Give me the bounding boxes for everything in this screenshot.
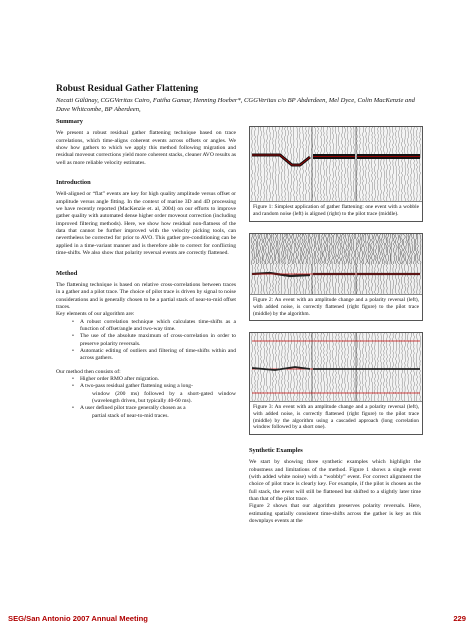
figure-2-caption: Figure 2: An event with an amplitude change and a polarity reversal (left), with added noise, is correctly flattened (right figure) to the pilot trace (middle) by the algorithm.	[250, 294, 422, 320]
figure-3-seismic-panel	[250, 333, 422, 401]
summary-text: We present a robust residual gather flattening technique based on trace correlations, which time-aligns coherent events across offsets or angles. We show how gathers to which we apply this method following migration and residual moveout corrections yield more coherent stacks, cleaner AVO results as well as more reliable velocity estimates.	[56, 130, 236, 166]
figure-2	[249, 233, 423, 321]
figure-3-caption: Figure 3: An event with an amplitude change and a polarity reversal (left), with added noise, is correctly flattened (right figure) to the pilot trace (middle) by the algorithm using a cascaded approach (long correlation window followed by a short one).	[250, 401, 422, 434]
key-element-item: • A robust correlation technique which calculates time-shifts as a function of offset/angle and two-way time.	[56, 319, 236, 334]
synthetic-examples-text: We start by showing three synthetic examples which highlight the robustness and limitations of the method. Figure 1 shows a single event (with added white noise) with a “wobbly” event. For correct alignment the choice of pilot trace is clearly key. For example, if the pilot is chosen as the full stack, the event will still be flattened but shifted to a slightly later time than that of the pilot trace.	[249, 459, 421, 503]
figure-3	[249, 332, 423, 435]
key-element-item: • The use of the absolute maximum of cross-correlation in order to preserve polarity reversals.	[56, 333, 236, 348]
summary-heading: Summary	[56, 118, 83, 125]
figure-2-seismic-panel-top	[250, 234, 422, 264]
synthetic-examples-heading: Synthetic Examples	[249, 447, 303, 454]
right-column-text	[249, 447, 421, 525]
figure-1	[249, 126, 423, 222]
method-step: • A two-pass residual gather flattening using a long-	[56, 383, 236, 390]
left-column	[56, 118, 236, 420]
meeting-name: SEG/San Antonio 2007 Annual Meeting	[8, 614, 148, 623]
method-step-continued: window (200 ms) followed by a short-gated window (wavelength driven, but typically 40-60 ms).	[92, 390, 236, 404]
paper-title: Robust Residual Gather Flattening	[56, 84, 199, 94]
synthetic-examples-text-2: Figure 2 shows that our algorithm preserves polarity reversals. Here, estimating spatially consistent time-shifts across the gather is key as this downplays events at the	[249, 503, 421, 525]
figure-2-seismic-panel-bottom	[250, 264, 422, 294]
key-elements-intro: Key elements of our algorithm are:	[56, 311, 135, 318]
method-step: • Higher order RMO after migration.	[56, 376, 236, 383]
key-element-item: • Automatic editing of outliers and filtering of time-shifts within and across gathers.	[56, 348, 236, 363]
author-list: Necati Gülünay, CGGVeritas Cairo, Fatiha Gamar, Henning Hoeber*, CGGVeritas c/o BP Abderdeen, Mel Dyce, Colin MacKenzie and Dave Whitcombe, BP Aberdeen,	[56, 97, 415, 113]
introduction-heading: Introduction	[56, 179, 91, 187]
figure-1-caption: Figure 1: Simplest application of gather flattening: one event with a wobble and random noise (left) is aligned (right) to the pilot trace (middle).	[250, 201, 422, 221]
method-step-continued: partial stack of near-to-mid traces.	[92, 412, 169, 419]
method-text: The flattening technique is based on relative cross-correlations between traces in a gather and a pilot trace. The choice of pilot trace is driven by signal to noise considerations and is generally chosen to be a partial stack of near-to-mid offset traces.	[56, 281, 236, 310]
page-number: 229	[453, 614, 466, 623]
method-step: • A user defined pilot trace generally chosen as a	[56, 405, 236, 412]
method-heading: Method	[56, 269, 78, 277]
method-steps-intro: Our method then consists of:	[56, 368, 121, 375]
introduction-text: Well-aligned or “flat” events are key for high quality amplitude versus offset or amplitude versus angle fitting. In the context of marine 3D and 4D processing we have recently reported (MacKenzie et. al, 2004) on our efforts to improve gather quality with automated dense higher order moveout correction (including improved filtering methods). Here, we show how residual non-flatness of the data that cannot be further improved with the velocity picking tools, can nevertheless be corrected for prior to AVO. This gather pre-conditioning can be applied in a time-variant manner and is therefore able to correct for conflicting time-shifts. We also show that polarity reversal events are correctly flattened.	[56, 191, 236, 257]
figure-1-seismic-panel	[250, 127, 422, 201]
